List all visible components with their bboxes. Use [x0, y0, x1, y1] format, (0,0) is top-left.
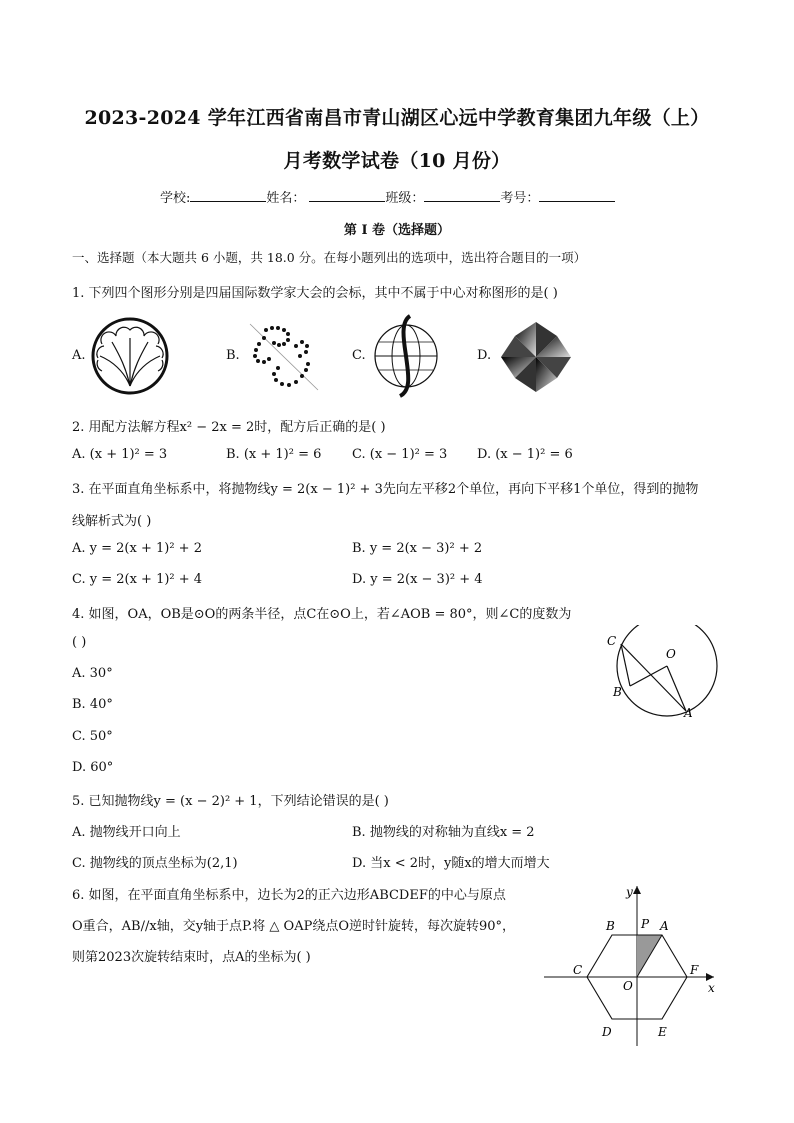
q2-option-b[interactable]: B. (x + 1)² = 6: [226, 447, 322, 462]
section-heading: 一、选择题（本大题共 6 小题，共 18.0 分。在每小题列出的选项中，选出符合题目的一项）: [72, 250, 587, 265]
q2-option-d[interactable]: D. (x − 1)² = 6: [477, 447, 573, 462]
q6-label-c: C: [573, 963, 583, 977]
q6-label-o: O: [623, 979, 633, 993]
q5-stem: 5. 已知抛物线y = (x − 2)² + 1，下列结论错误的是( ): [72, 794, 389, 809]
q5-option-c[interactable]: C. 抛物线的顶点坐标为(2,1): [72, 856, 238, 871]
q4-stem-line2: ( ): [72, 635, 87, 650]
q5-option-a[interactable]: A. 抛物线开口向上: [72, 825, 181, 840]
q6-stem-line1: 6. 如图，在平面直角坐标系中，边长为2的正六边形ABCDEF的中心与原点: [72, 888, 506, 903]
class-label: 班级：: [385, 191, 425, 206]
q3-option-a[interactable]: A. y = 2(x + 1)² + 2: [72, 541, 202, 556]
q1-label-d: D.: [477, 348, 492, 363]
q3-option-d[interactable]: D. y = 2(x − 3)² + 4: [352, 572, 483, 587]
q6-label-b: B: [606, 919, 615, 933]
q4-option-c[interactable]: C. 50°: [72, 729, 113, 744]
q6-label-f: F: [690, 963, 699, 977]
q1-label-c: C.: [352, 348, 366, 363]
school-field[interactable]: [190, 189, 266, 202]
q6-label-p: P: [641, 917, 650, 931]
q1-label-b: B.: [226, 348, 240, 363]
q4-stem-line1: 4. 如图，OA，OB是⊙O的两条半径，点C在⊙O上，若∠AOB = 80°，则∠C的度数为: [72, 607, 572, 622]
volume-title: 第 I 卷（选择题）: [343, 223, 451, 238]
q3-option-c[interactable]: C. y = 2(x + 1)² + 4: [72, 572, 203, 587]
q1-logo-d: [497, 318, 575, 396]
name-field[interactable]: [309, 189, 385, 202]
q1-stem: 1. 下列四个图形分别是四届国际数学家大会的会标，其中不属于中心对称图形的是( ): [72, 286, 558, 301]
q2-option-a[interactable]: A. (x + 1)² = 3: [72, 447, 168, 462]
q3-option-b[interactable]: B. y = 2(x − 3)² + 2: [352, 541, 483, 556]
q4-option-b[interactable]: B. 40°: [72, 697, 113, 712]
name-label: 姓名：: [266, 191, 306, 206]
paper-title-line2: 月考数学试卷（10 月份）: [283, 150, 511, 172]
q4-label-a: A: [684, 706, 693, 720]
info-line: [160, 187, 615, 206]
q5-option-d[interactable]: D. 当x < 2时，y随x的增大而增大: [352, 856, 550, 871]
q5-option-b[interactable]: B. 抛物线的对称轴为直线x = 2: [352, 825, 535, 840]
q4-circle-figure: [600, 625, 730, 725]
q6-label-e: E: [658, 1025, 667, 1039]
number-field[interactable]: [539, 189, 615, 202]
q6-stem-line3: 则第2023次旋转结束时，点A的坐标为( ): [72, 950, 311, 965]
q6-label-x: x: [708, 981, 715, 995]
q2-option-c[interactable]: C. (x − 1)² = 3: [352, 447, 448, 462]
q6-label-a: A: [660, 919, 669, 933]
q4-label-c: C: [607, 634, 617, 648]
q6-hexagon-figure: [538, 880, 728, 1050]
q6-stem-line2: O重合，AB//x轴，交y轴于点P.将 △ OAP绕点O逆时针旋转，每次旋转90°，: [72, 919, 516, 934]
q4-option-d[interactable]: D. 60°: [72, 760, 114, 775]
school-label: 学校:: [160, 191, 191, 206]
number-label: 考号：: [500, 191, 540, 206]
q1-logo-a: [90, 316, 170, 396]
q4-option-a[interactable]: A. 30°: [72, 666, 113, 681]
q4-label-b: B: [613, 685, 622, 699]
q6-label-d: D: [602, 1025, 612, 1039]
q1-logo-c: [370, 312, 442, 398]
class-field[interactable]: [424, 189, 500, 202]
q3-stem-line2: 线解析式为( ): [72, 514, 152, 529]
q1-logo-b: [244, 316, 324, 396]
q3-stem-line1: 3. 在平面直角坐标系中，将抛物线y = 2(x − 1)² + 3先向左平移2个单位，再向下平移1个单位，得到的抛物: [72, 482, 699, 497]
paper-title-line1: 2023-2024 学年江西省南昌市青山湖区心远中学教育集团九年级（上）: [84, 107, 710, 129]
q1-label-a: A.: [72, 348, 86, 363]
q6-label-y: y: [626, 885, 633, 899]
q4-label-o: O: [666, 647, 676, 661]
q2-stem: 2. 用配方法解方程x² − 2x = 2时，配方后正确的是( ): [72, 420, 386, 435]
